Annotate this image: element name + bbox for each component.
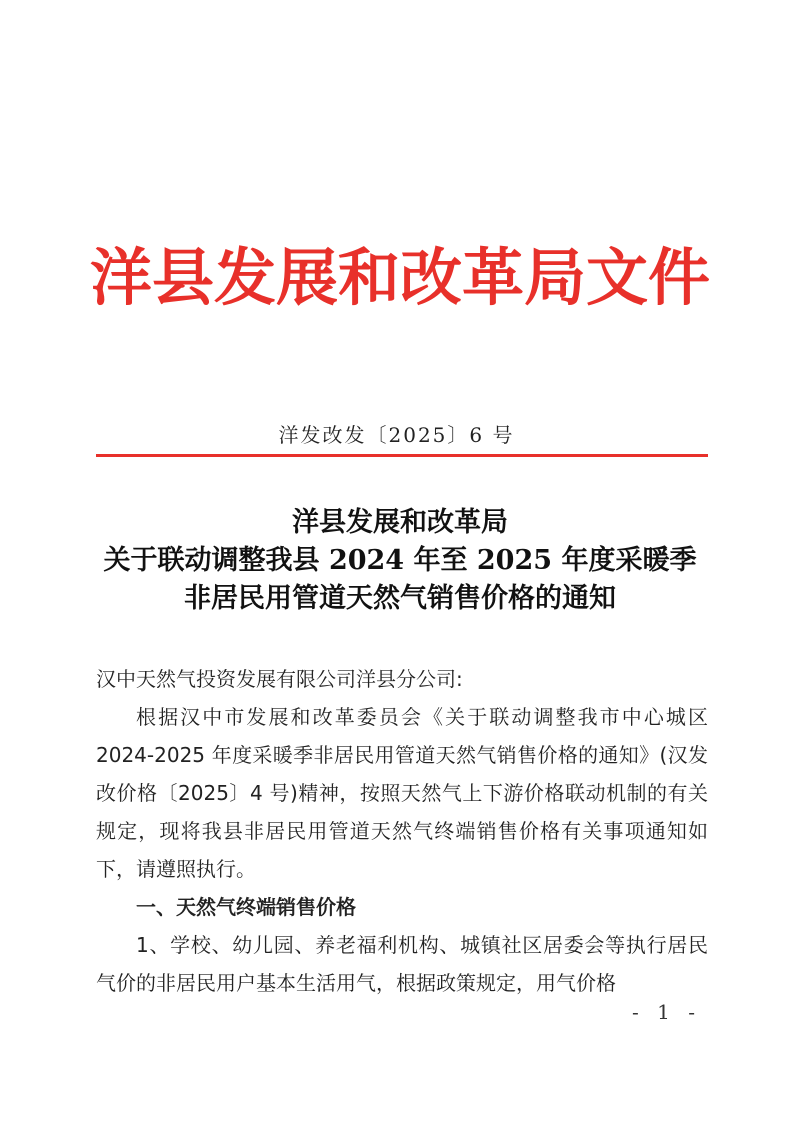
document-header-title: 洋县发展和改革局文件 <box>89 241 710 314</box>
notice-title-line-3: 非居民用管道天然气销售价格的通知 <box>184 583 616 614</box>
document-body <box>96 660 708 1002</box>
notice-title-line-2: 关于联动调整我县 2024 年至 2025 年度采暖季 <box>103 545 697 576</box>
body-paragraph-1: 根据汉中市发展和改革委员会《关于联动调整我市中心城区 2024-2025 年度采暖季非居民用管道天然气销售价格的通知》(汉发改价格〔2025〕4 号)精神，按照天然气上下游价格联动机制的有关规定，现将我县非居民用管道天然气终端销售价格有关事项通知如下，请遵照执行。 <box>96 705 708 881</box>
red-divider-line <box>96 454 708 457</box>
page-number: - 1 - <box>632 1000 701 1024</box>
recipient-line: 汉中天然气投资发展有限公司洋县分公司: <box>96 667 463 691</box>
section-heading-1: 一、天然气终端销售价格 <box>136 895 356 919</box>
body-paragraph-2: 1、学校、幼儿园、养老福利机构、城镇社区居委会等执行居民气价的非居民用户基本生活用气，根据政策规定，用气价格 <box>96 933 708 995</box>
document-number: 洋发改发〔2025〕6 号 <box>278 423 515 447</box>
notice-title-line-1: 洋县发展和改革局 <box>292 507 508 538</box>
notice-title <box>60 504 740 618</box>
